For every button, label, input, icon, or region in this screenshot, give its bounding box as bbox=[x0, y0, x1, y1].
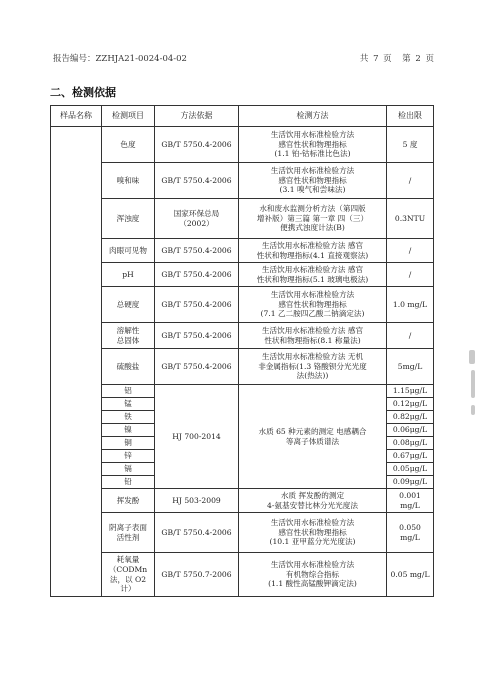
item-cell: 铅 bbox=[102, 476, 155, 489]
basis-cell: GB/T 5750.4-2006 bbox=[155, 163, 239, 199]
item-cell: 硫酸盐 bbox=[102, 349, 155, 385]
item-cell: 嗅和味 bbox=[102, 163, 155, 199]
basis-cell: HJ 700-2014 bbox=[155, 385, 239, 489]
item-cell: 锌 bbox=[102, 450, 155, 463]
limit-cell: 0.67μg/L bbox=[387, 450, 434, 463]
basis-cell: GB/T 5750.4-2006 bbox=[155, 263, 239, 287]
table-row bbox=[51, 263, 434, 287]
basis-cell: GB/T 5750.4-2006 bbox=[155, 239, 239, 263]
table-row bbox=[51, 489, 434, 513]
limit-cell: 0.12μg/L bbox=[387, 398, 434, 411]
detection-basis-table bbox=[50, 105, 434, 597]
method-cell: 生活饮用水标准检验方法 感官 性状和物理指标(5.1 玻璃电极法) bbox=[239, 263, 387, 287]
table-row bbox=[51, 199, 434, 239]
limit-cell: 0.09μg/L bbox=[387, 476, 434, 489]
scan-artifact bbox=[471, 405, 475, 415]
limit-cell: / bbox=[387, 323, 434, 349]
item-cell: 总硬度 bbox=[102, 287, 155, 323]
item-cell: 镉 bbox=[102, 463, 155, 476]
report-number: 报告编号：ZZHJA21-0024-04-02 bbox=[53, 54, 187, 64]
table-row bbox=[51, 323, 434, 349]
item-cell: 铁 bbox=[102, 411, 155, 424]
basis-cell: 国家环保总局 （2002） bbox=[155, 199, 239, 239]
limit-cell: 5mg/L bbox=[387, 349, 434, 385]
table-row bbox=[51, 385, 434, 398]
basis-cell: GB/T 5750.4-2006 bbox=[155, 349, 239, 385]
item-cell: 阴离子表面 活性剂 bbox=[102, 513, 155, 553]
method-cell: 生活饮用水标准检验方法 感官性状和物理指标 (3.1 嗅气和尝味法) bbox=[239, 163, 387, 199]
table-row bbox=[51, 349, 434, 385]
item-cell: 镍 bbox=[102, 424, 155, 437]
sample-name-cell bbox=[51, 127, 102, 597]
item-cell: 肉眼可见物 bbox=[102, 239, 155, 263]
item-cell: 耗氧量 （CODMn 法，以 O2 计） bbox=[102, 553, 155, 597]
item-cell: 色度 bbox=[102, 127, 155, 163]
limit-cell: 0.001 mg/L bbox=[387, 489, 434, 513]
limit-cell: 0.05 mg/L bbox=[387, 553, 434, 597]
method-cell: 生活饮用水标准检验方法 感官性状和物理指标 (10.1 亚甲蓝分光光度法) bbox=[239, 513, 387, 553]
report-header bbox=[53, 52, 435, 66]
item-cell: pH bbox=[102, 263, 155, 287]
method-cell: 生活饮用水标准检验方法 感官 性状和物理指标(4.1 直接观察法) bbox=[239, 239, 387, 263]
basis-cell: GB/T 5750.4-2006 bbox=[155, 127, 239, 163]
method-cell: 水和废水监测分析方法（第四版 增补版）第三篇 第一章 四（三） 便携式浊度计法(B) bbox=[239, 199, 387, 239]
basis-cell: GB/T 5750.4-2006 bbox=[155, 323, 239, 349]
limit-cell: 5 度 bbox=[387, 127, 434, 163]
item-cell: 溶解性 总固体 bbox=[102, 323, 155, 349]
table-row bbox=[51, 163, 434, 199]
limit-cell: 0.08μg/L bbox=[387, 437, 434, 450]
table-row bbox=[51, 553, 434, 597]
table-row bbox=[51, 127, 434, 163]
limit-cell: 1.15μg/L bbox=[387, 385, 434, 398]
limit-cell: 0.05μg/L bbox=[387, 463, 434, 476]
item-cell: 挥发酚 bbox=[102, 489, 155, 513]
limit-cell: 0.06μg/L bbox=[387, 424, 434, 437]
section-title: 二、检测依据 bbox=[50, 86, 116, 99]
method-cell: 生活饮用水标准检验方法 感官性状和物理指标 (7.1 乙二胺四乙酸二钠滴定法) bbox=[239, 287, 387, 323]
col-method: 检测方法 bbox=[239, 106, 387, 127]
col-limit: 检出限 bbox=[387, 106, 434, 127]
method-cell: 生活饮用水标准检验方法 无机 非金属指标(1.3 铬酸钡分光光度 法(热法)) bbox=[239, 349, 387, 385]
method-cell: 水质 挥发酚的测定 4-氨基安替比林分光光度法 bbox=[239, 489, 387, 513]
page-info: 共 7 页 第 2 页 bbox=[359, 54, 435, 64]
method-cell: 生活饮用水标准检验方法 感官性状和物理指标 (1.1 铂-钴标准比色法) bbox=[239, 127, 387, 163]
limit-cell: / bbox=[387, 263, 434, 287]
limit-cell: / bbox=[387, 163, 434, 199]
method-cell: 水质 65 种元素的测定 电感耦合 等离子体质谱法 bbox=[239, 385, 387, 489]
limit-cell: / bbox=[387, 239, 434, 263]
table-row bbox=[51, 239, 434, 263]
basis-cell: GB/T 5750.4-2006 bbox=[155, 513, 239, 553]
col-item: 检测项目 bbox=[102, 106, 155, 127]
table-row bbox=[51, 287, 434, 323]
col-basis: 方法依据 bbox=[155, 106, 239, 127]
limit-cell: 1.0 mg/L bbox=[387, 287, 434, 323]
item-cell: 浑浊度 bbox=[102, 199, 155, 239]
item-cell: 铜 bbox=[102, 437, 155, 450]
table-header-row bbox=[51, 106, 434, 127]
scan-artifact bbox=[471, 370, 475, 398]
basis-cell: GB/T 5750.4-2006 bbox=[155, 287, 239, 323]
item-cell: 铝 bbox=[102, 385, 155, 398]
limit-cell: 0.82μg/L bbox=[387, 411, 434, 424]
item-cell: 锰 bbox=[102, 398, 155, 411]
table-row bbox=[51, 513, 434, 553]
method-cell: 生活饮用水标准检验方法 感官 性状和物理指标(8.1 称量法) bbox=[239, 323, 387, 349]
limit-cell: 0.3NTU bbox=[387, 199, 434, 239]
basis-cell: GB/T 5750.7-2006 bbox=[155, 553, 239, 597]
method-cell: 生活饮用水标准检验方法 有机物综合指标 (1.1 酸性高锰酸钾滴定法) bbox=[239, 553, 387, 597]
basis-cell: HJ 503-2009 bbox=[155, 489, 239, 513]
limit-cell: 0.050 mg/L bbox=[387, 513, 434, 553]
scan-artifact bbox=[469, 350, 475, 364]
col-sample-name: 样品名称 bbox=[51, 106, 102, 127]
